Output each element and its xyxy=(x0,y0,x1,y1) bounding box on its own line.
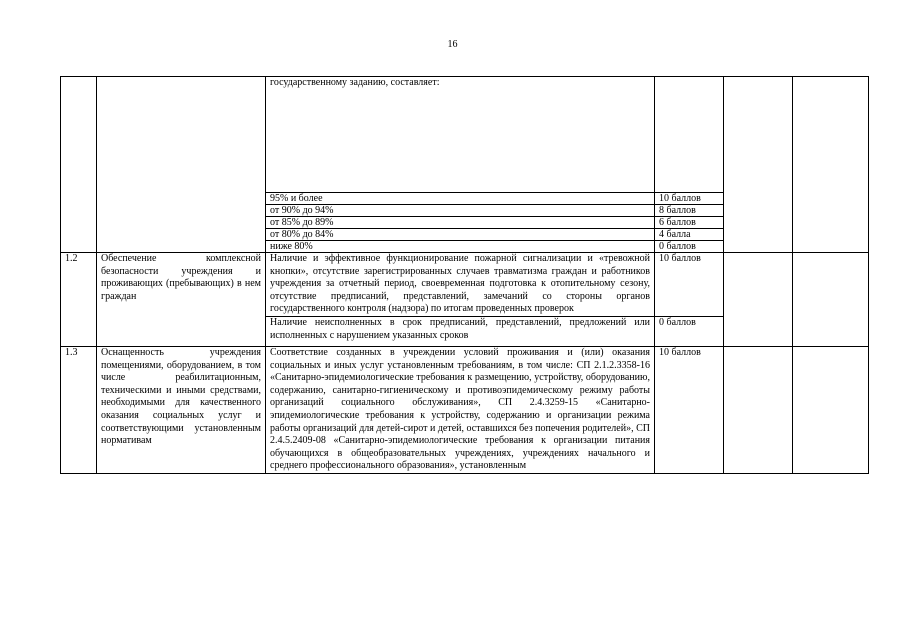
score-cell: 10 баллов xyxy=(655,253,724,317)
empty-cell xyxy=(724,77,793,253)
option-score: 6 баллов xyxy=(655,217,724,229)
criteria-cell: государственному заданию, составляет: xyxy=(266,77,655,193)
empty-cell xyxy=(724,346,793,473)
page-number: 16 xyxy=(447,39,458,50)
indicator-name-cell xyxy=(97,77,266,253)
option-score: 8 баллов xyxy=(655,205,724,217)
option-score: 10 баллов xyxy=(655,193,724,205)
option-label: 95% и более xyxy=(266,193,655,205)
table-row xyxy=(61,253,869,317)
empty-cell xyxy=(793,77,869,253)
criteria-cell: Соответствие созданных в учреждении условий проживания и (или) оказания социальных и иных услуг установленным требованиям, в том числе: СП 2.1.2.3358-16 «Санитарно-эпидемиологические требования к размещению, устройству, оборудованию, содержанию, санитарно-гигиеническому и противоэпидемическому режиму работы организаций социального обслуживания», СП 2.4.3259-15 «Санитарно-эпидемиологические требования к устройству, содержанию и организации режима работы организаций для детей-сирот и детей, оставшихся без попечения родителей», СП 2.4.5.2409-08 «Санитарно-эпидемиологические требования к организации питания обучающихся в общеобразовательных учреждениях, учреждениях начального и среднего профессионального образования», установленным xyxy=(266,346,655,473)
criteria-table xyxy=(60,76,869,474)
option-label: от 80% до 84% xyxy=(266,229,655,241)
criteria-cell: Наличие и эффективное функционирование пожарной сигнализации и «тревожной кнопки», отсутствие зарегистрированных случаев травматизма граждан и работников учреждения за отчетный период, своевременная подготовка к отопительному сезону, отсутствие предписаний, представлений, замечаний со стороны органов государственного контроля (надзора) по итогам проведенных проверок xyxy=(266,253,655,317)
score-cell xyxy=(655,77,724,193)
number-cell xyxy=(61,77,97,253)
empty-cell xyxy=(724,253,793,347)
table-row xyxy=(61,77,869,193)
score-cell: 0 баллов xyxy=(655,316,724,346)
table-row xyxy=(61,346,869,473)
empty-cell xyxy=(793,253,869,347)
empty-cell xyxy=(793,346,869,473)
option-label: ниже 80% xyxy=(266,241,655,253)
indicator-name-cell: Оснащенность учреждения помещениями, оборудованием, в том числе реабилитационным, техническими и иными средствами, необходимыми для качественного оказания социальных услуг и соответствующими установленным нормативам xyxy=(97,346,266,473)
number-cell: 1.2 xyxy=(61,253,97,347)
option-label: от 90% до 94% xyxy=(266,205,655,217)
option-score: 4 балла xyxy=(655,229,724,241)
criteria-cell: Наличие неисполненных в срок предписаний, представлений, предложений или исполненных с нарушением указанных сроков xyxy=(266,316,655,346)
option-label: от 85% до 89% xyxy=(266,217,655,229)
number-cell: 1.3 xyxy=(61,346,97,473)
indicator-name-cell: Обеспечение комплексной безопасности учреждения и проживающих (пребывающих) в нем граждан xyxy=(97,253,266,347)
score-cell: 10 баллов xyxy=(655,346,724,473)
option-score: 0 баллов xyxy=(655,241,724,253)
